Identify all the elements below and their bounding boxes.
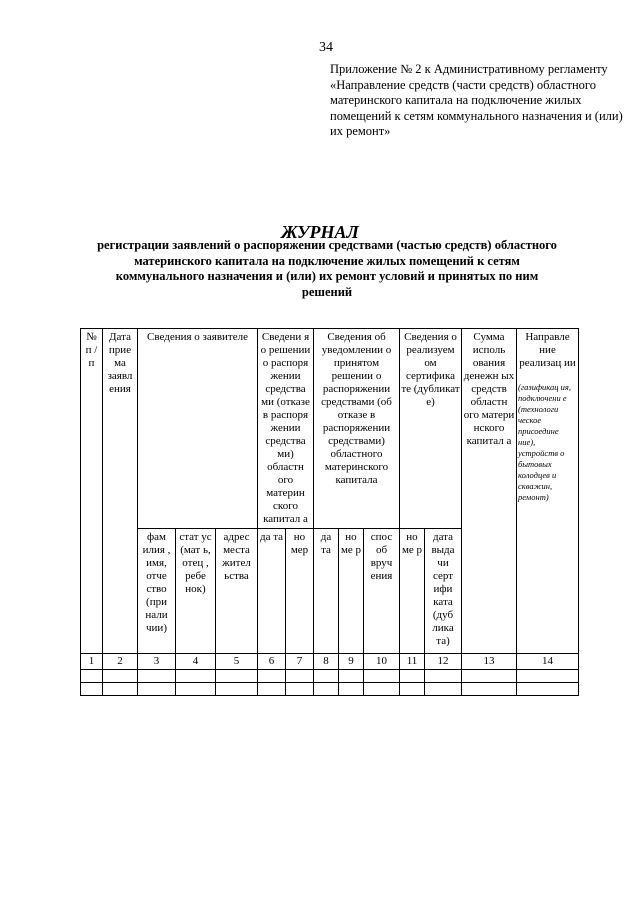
header-amount: Сумма исполь ования денежн ых средств областн ого матери нского капитал а xyxy=(462,329,517,654)
col-num: 10 xyxy=(364,654,400,670)
col-num: 11 xyxy=(400,654,425,670)
col-num: 4 xyxy=(176,654,216,670)
sub-decision-date: да та xyxy=(258,529,286,654)
col-num: 8 xyxy=(314,654,339,670)
header-decision: Сведени я о решении о распоря жении средства ми (отказе в распоря жении средства ми) областн ого материн ского капитал а xyxy=(258,329,314,529)
header-notification: Сведения об уведомлении о принятом решении о распоряжении средствами (об отказе в распоряжении средствами) областного материнского капитала xyxy=(314,329,400,529)
col-num: 13 xyxy=(462,654,517,670)
column-number-row xyxy=(81,654,579,670)
sub-address: адрес места жител ьства xyxy=(216,529,258,654)
col-num: 3 xyxy=(138,654,176,670)
appendix-note: Приложение № 2 к Административному регламенту «Направление средств (части средств) областного материнского капитала на подключение жилых помещений к сетям коммунального назначения и (или) их ремонт» xyxy=(330,62,623,138)
col-num: 12 xyxy=(425,654,462,670)
header-applicant: Сведения о заявителе xyxy=(138,329,258,529)
sub-fio: фам илия , имя, отче ство (при нали чии) xyxy=(138,529,176,654)
table-row xyxy=(81,683,579,696)
document-subtitle: регистрации заявлений о распоряжении средствами (частью средств) областного материнского капитала на подключение жилых помещений к сетям коммунального назначения и (или) их ремонт условий и принятых по ним решений xyxy=(97,238,557,299)
col-num: 1 xyxy=(81,654,103,670)
col-num: 14 xyxy=(517,654,579,670)
header-number: № п / п xyxy=(81,329,103,654)
sub-cert-date: дата выда чи серт ифи ката (дуб лика та) xyxy=(425,529,462,654)
header-certificate: Сведения о реализуем ом сертифика те (дубликат е) xyxy=(400,329,462,529)
header-direction xyxy=(517,329,579,654)
sub-notice-date: да та xyxy=(314,529,339,654)
sub-delivery-method: спос об вруч ения xyxy=(364,529,400,654)
sub-notice-number: но ме р xyxy=(339,529,364,654)
sub-decision-number: но мер xyxy=(286,529,314,654)
header-direction-label: Направле ние реализац ии xyxy=(519,331,576,369)
header-date: Дата прие ма заявл ения xyxy=(103,329,138,654)
col-num: 7 xyxy=(286,654,314,670)
header-direction-note: (газификац ия, подключени е (технологи ческое присоедине ние), устройств о бытовых колодцев и скважин, ремонт) xyxy=(518,382,571,502)
document-title: ЖУРНАЛ xyxy=(281,222,359,242)
sub-cert-number: но ме р xyxy=(400,529,425,654)
col-num: 9 xyxy=(339,654,364,670)
sub-status: стат ус (мат ь, отец , ребе нок) xyxy=(176,529,216,654)
col-num: 5 xyxy=(216,654,258,670)
journal-table xyxy=(80,328,579,696)
table-row xyxy=(81,670,579,683)
col-num: 2 xyxy=(103,654,138,670)
page-number: 34 xyxy=(319,40,333,55)
col-num: 6 xyxy=(258,654,286,670)
